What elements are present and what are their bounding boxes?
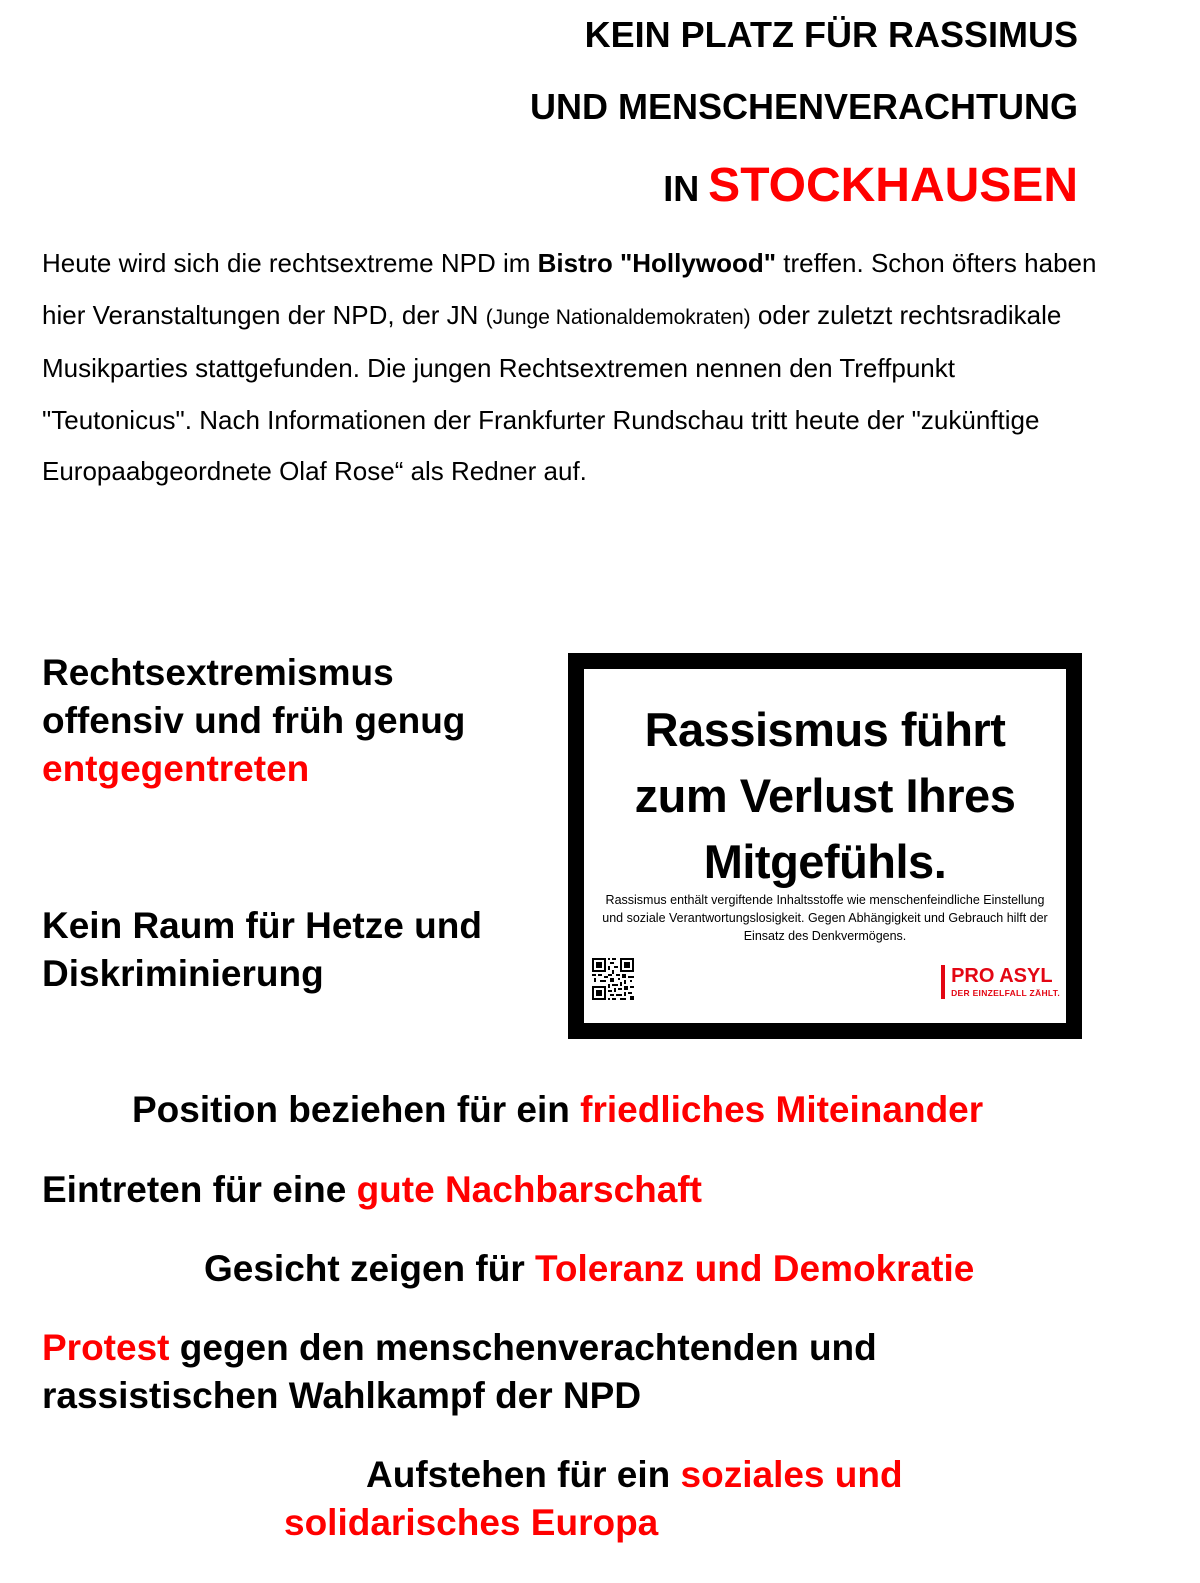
slogan-7-red-1: soziales und: [680, 1454, 903, 1495]
slogan-kein-raum: [42, 902, 482, 998]
pro-asyl-poster: [568, 653, 1082, 1039]
poster-body-line-3: Einsatz des Denkvermögens.: [743, 929, 907, 943]
slogan-2-line-2: Diskriminierung: [42, 953, 324, 994]
slogan-1-line-1: Rechtsextremismus: [42, 652, 394, 693]
intro-text-3: oder zuletzt rechtsradikale Musikparties stattgefunden. Die jungen Rechtsextremen nennen den Treffpunkt "Teutonicus". Nach Informationen der Frankfurter Rundschau tritt heute der "zukünftige Europaabgeordnete Olaf Rose“ als Redner auf.: [42, 299, 1062, 486]
slogan-aufstehen: [366, 1451, 903, 1499]
logo-tagline: DER EINZELFALL ZÄHLT.: [951, 988, 1060, 998]
qr-code-icon: [592, 958, 634, 1000]
poster-title-line-3: Mitgefühls.: [703, 835, 947, 888]
slogan-5-red: Toleranz und Demokratie: [535, 1248, 975, 1289]
poster-body-line-1: Rassismus enthält vergiftende Inhaltsstoffe wie menschenfeindliche Einstellung: [605, 893, 1045, 907]
intro-text-1: Heute wird sich die rechtsextreme NPD im: [42, 248, 538, 278]
intro-paragraph: [42, 238, 1102, 498]
intro-jn-expansion: (Junge Nationaldemokraten): [485, 305, 751, 329]
slogan-3-red: friedliches Miteinander: [580, 1089, 984, 1130]
slogan-1-line-3: entgegentreten: [42, 748, 310, 789]
slogan-1-line-2: offensiv und früh genug: [42, 700, 466, 741]
slogan-protest: [42, 1324, 877, 1420]
slogan-7-black: Aufstehen für ein: [366, 1454, 681, 1495]
slogan-position-beziehen: [132, 1086, 983, 1134]
slogan-2-line-1: Kein Raum für Hetze und: [42, 905, 482, 946]
pro-asyl-logo: [941, 965, 1060, 999]
poster-title-line-1: Rassismus führt: [644, 703, 1006, 756]
logo-name: PRO ASYL: [951, 965, 1053, 987]
slogan-4-red: gute Nachbarschaft: [356, 1169, 702, 1210]
slogan-4-black: Eintreten für eine: [42, 1169, 357, 1210]
poster-body: [588, 891, 1062, 945]
poster-body-line-2: und soziale Verantwortungslosigkeit. Gegen Abhängigkeit und Gebrauch hilft der: [602, 911, 1048, 925]
headline-line-2: UND MENSCHENVERACHTUNG: [529, 86, 1078, 127]
slogan-eintreten: [42, 1166, 702, 1214]
slogan-6-line-1: [42, 1324, 877, 1372]
poster-title: [584, 697, 1066, 895]
intro-text-2: treffen. Schon öfters haben hier Veranstaltungen der NPD, der JN: [42, 248, 1097, 330]
slogan-gesicht-zeigen: [204, 1245, 974, 1293]
slogan-6-line-2: rassistischen Wahlkampf der NPD: [42, 1375, 642, 1416]
slogan-3-black: Position beziehen für ein: [132, 1089, 581, 1130]
headline-prefix: IN: [663, 168, 700, 209]
headline-line-1: KEIN PLATZ FÜR RASSIMUS: [584, 14, 1078, 55]
headline-place: STOCKHAUSEN: [708, 159, 1078, 212]
poster-title-line-2: zum Verlust Ihres: [634, 769, 1016, 822]
slogan-6-black-1: gegen den menschenverachtenden und: [169, 1327, 877, 1368]
slogan-6-red: Protest: [42, 1327, 170, 1368]
slogan-5-black: Gesicht zeigen für: [204, 1248, 536, 1289]
slogan-rechtsextremismus: [42, 649, 465, 793]
slogan-7-line-2: solidarisches Europa: [284, 1502, 659, 1543]
headline-line-3: [663, 158, 1078, 213]
intro-venue: Bistro "Hollywood": [537, 248, 777, 278]
